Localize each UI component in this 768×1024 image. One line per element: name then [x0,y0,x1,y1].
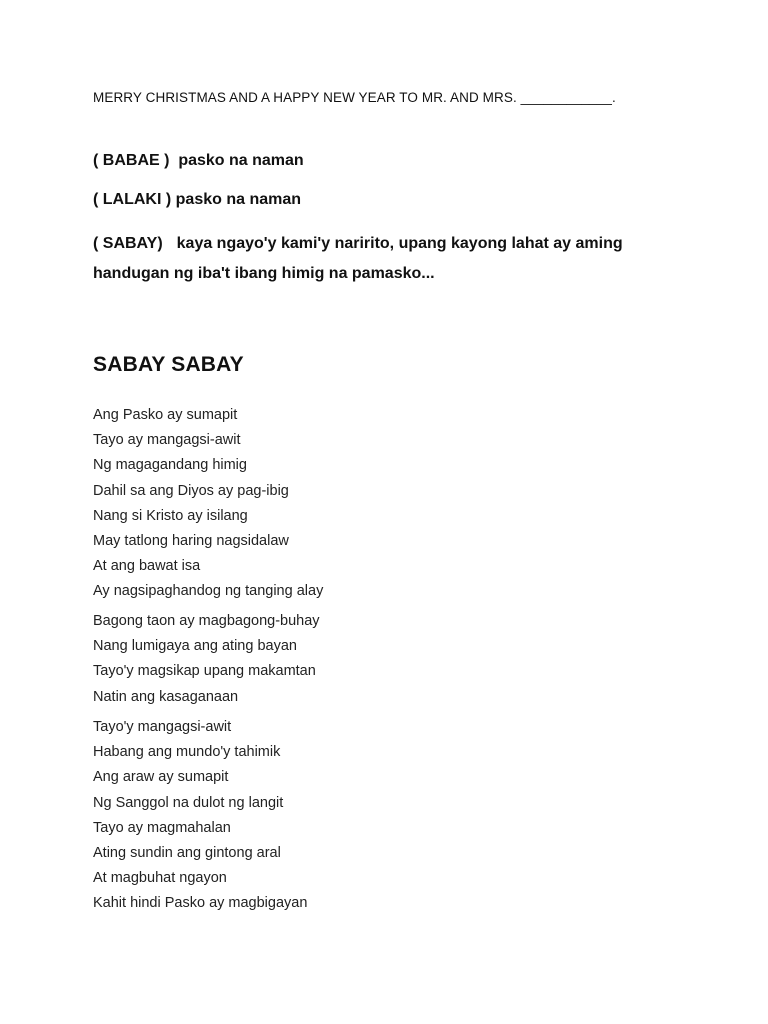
lyric-line: Bagong taon ay magbagong-buhay [93,613,320,629]
intro-role-label: ( LALAKI ) [93,191,172,208]
lyric-line: Dahil sa ang Diyos ay pag-ibig [93,482,289,499]
lyric-line: Tayo'y mangagsi-awit [93,719,232,735]
lyric-line: Kahit hindi Pasko ay magbigayan [93,895,308,912]
section-title: SABAY SABAY [93,353,244,376]
lyric-line: Natin ang kasaganaan [93,688,239,705]
lyric-line: Ng Sanggol na dulot ng langit [93,794,284,811]
intro-text: pasko na naman [178,152,304,169]
lyric-line: Ay nagsipaghandog ng tanging alay [93,583,324,600]
lyric-line: Ang araw ay sumapit [93,769,229,786]
intro-role-label: ( SABAY) [93,235,163,252]
lyric-line: Ating sundin ang gintong aral [93,844,281,861]
verse-2 [93,609,320,710]
lyric-line: Nang lumigaya ang ating bayan [93,638,297,655]
lyric-line: Habang ang mundo'y tahimik [93,744,281,761]
lyric-line: May tatlong haring nagsidalaw [93,532,289,549]
lyric-line: Ng magagandang himig [93,457,247,474]
lyric-line: Tayo ay mangagsi-awit [93,432,241,449]
verse-1 [93,403,323,605]
greeting-line: MERRY CHRISTMAS AND A HAPPY NEW YEAR TO MR. AND MRS. ____________. [93,90,616,105]
lyric-line: At ang bawat isa [93,558,201,575]
lyric-line: At magbuhat ngayon [93,870,227,887]
intro-role-label: ( BABAE ) [93,152,170,169]
intro-line-lalaki [93,191,301,209]
lyric-line: Ang Pasko ay sumapit [93,407,238,423]
intro-line-sabay [93,229,683,289]
verse-3 [93,715,307,917]
intro-text: kaya ngayo'y kami'y naririto, upang kayong lahat ay aming handugan ng iba't ibang himig na pamasko... [93,235,623,282]
lyric-line: Tayo ay magmahalan [93,819,231,836]
lyric-line: Tayo'y magsikap upang makamtan [93,663,316,680]
intro-line-babae [93,152,304,170]
intro-text: pasko na naman [175,191,302,208]
lyric-line: Nang si Kristo ay isilang [93,507,248,524]
